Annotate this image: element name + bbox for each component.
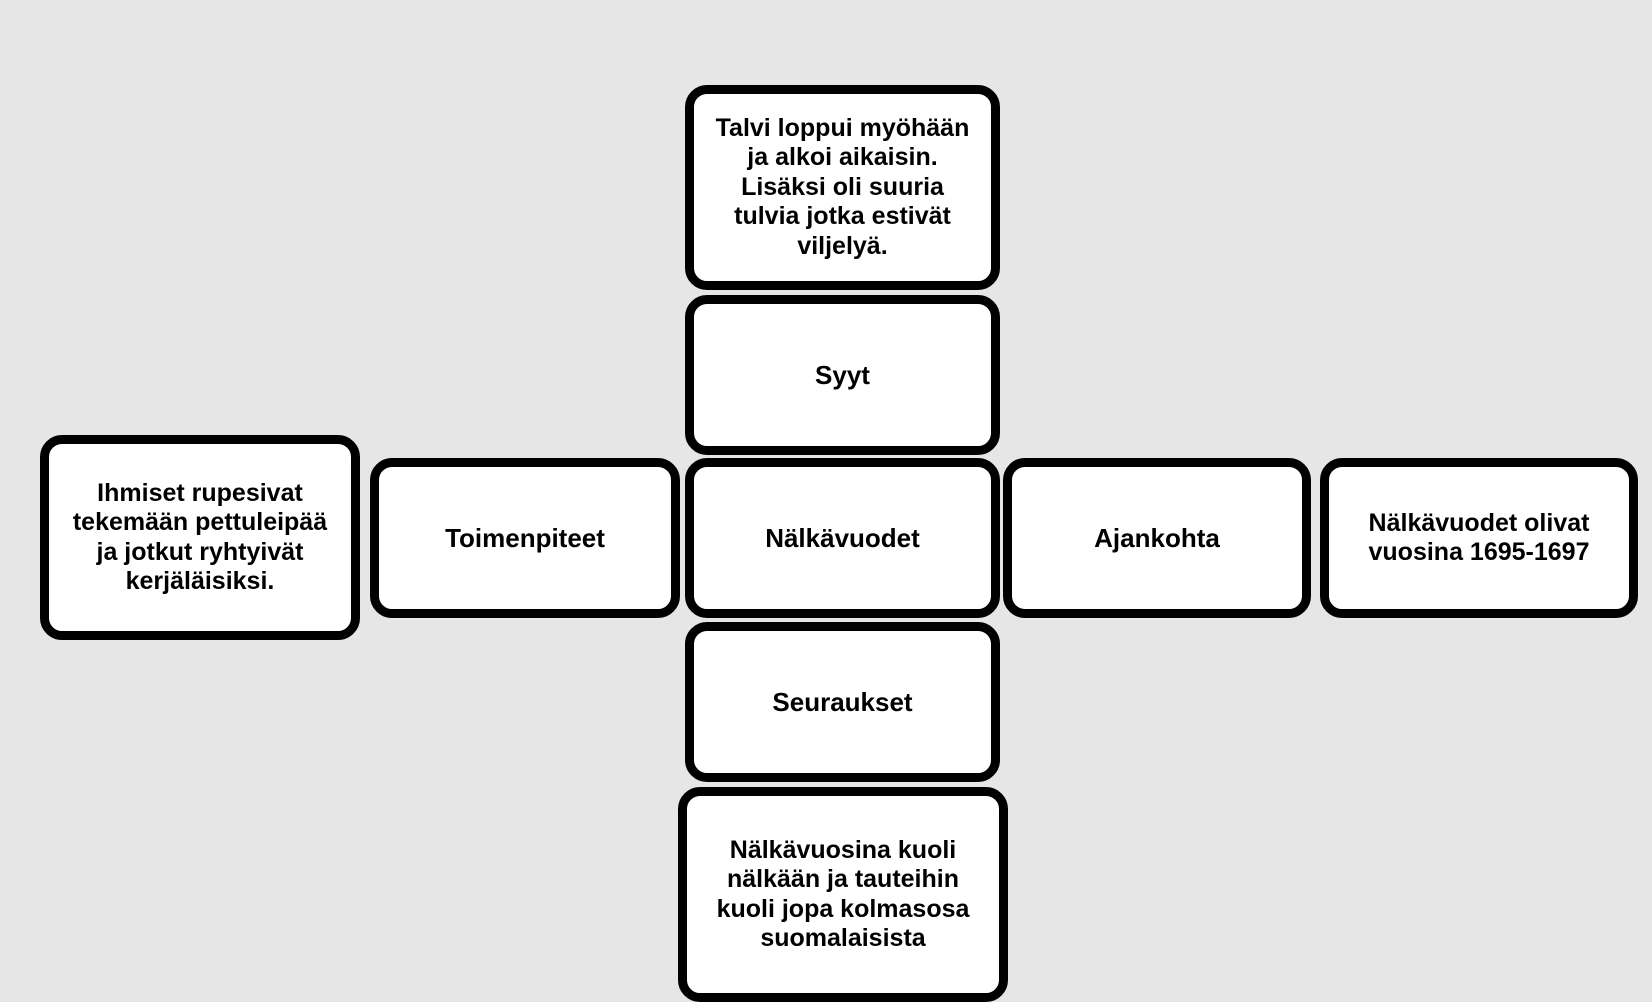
node-toimenpiteet-detail-label: Ihmiset rupesivat tekemään pettuleipää ja jotkut ryhtyivät kerjäläisiksi.	[72, 478, 328, 595]
node-center-label: Nälkävuodet	[765, 522, 920, 553]
node-ajankohta-label: Ajankohta	[1094, 522, 1220, 553]
node-ajankohta-detail[interactable]	[1320, 458, 1638, 618]
node-seuraukset-detail-label: Nälkävuosina kuoli nälkään ja tauteihin kuoli jopa kolmasosa suomalaisista	[716, 835, 970, 952]
node-seuraukset[interactable]	[685, 622, 1000, 782]
node-syyt[interactable]	[685, 295, 1000, 455]
node-seuraukset-detail[interactable]	[678, 787, 1008, 1002]
node-ajankohta-detail-label: Nälkävuodet olivat vuosina 1695-1697	[1368, 508, 1590, 566]
node-ajankohta[interactable]	[1003, 458, 1311, 618]
node-toimenpiteet-label: Toimenpiteet	[445, 522, 605, 553]
node-syyt-detail[interactable]	[685, 85, 1000, 290]
node-syyt-label: Syyt	[815, 359, 870, 390]
node-syyt-detail-label: Talvi loppui myöhään ja alkoi aikaisin. Lisäksi oli suuria tulvia jotka estivät viljelyä.	[715, 113, 970, 260]
node-center-nalkavuodet[interactable]	[685, 458, 1000, 618]
node-toimenpiteet[interactable]	[370, 458, 680, 618]
node-toimenpiteet-detail[interactable]	[40, 435, 360, 640]
node-seuraukset-label: Seuraukset	[772, 686, 913, 717]
